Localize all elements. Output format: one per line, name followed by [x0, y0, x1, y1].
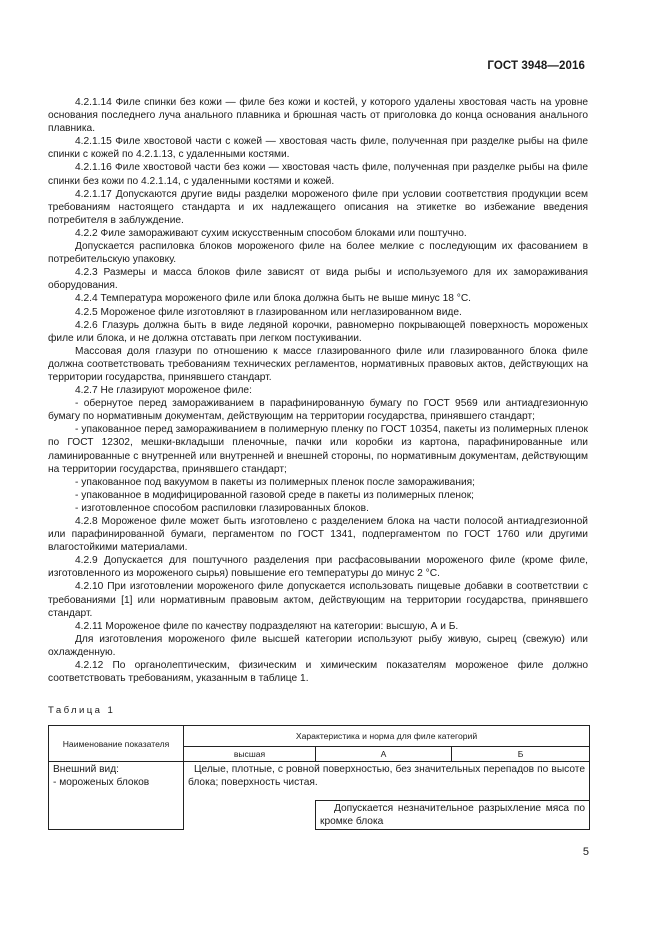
all-categories-cell — [184, 762, 590, 801]
list-item: - изготовленное способом распиловки глазированных блоков. — [75, 502, 369, 514]
table-caption: Таблица 1 — [48, 705, 116, 716]
list-item: - упакованное перед замораживанием в полимерную пленку по ГОСТ 10354, пакеты из полимерных пленок по ГОСТ 12302, мешки-вкладыши пленочные, пачки или коробки из картона, парафинированные или ламинированные с внутренней или внутренней и внешней стороны, по нормативным документам, действующим на территории государства, принявшего стандарт; — [48, 424, 588, 475]
paragraph: 4.2.3 Размеры и масса блоков филе зависят от вида рыбы и используемого для их замораживания оборудования. — [48, 267, 588, 292]
paragraph: 4.2.4 Температура мороженого филе или блока должна быть не выше минус 18 °С. — [75, 293, 472, 305]
paragraph: Для изготовления мороженого филе высшей категории используют рыбу живую, сырец (свежую) или охлажденную. — [48, 633, 588, 658]
category-header-highest: высшая — [184, 747, 316, 762]
paragraph: Допускается распиловка блоков мороженого филе на более мелкие с последующим их фасованием в потребительскую упаковку. — [48, 241, 588, 266]
paragraph: 4.2.10 При изготовлении мороженого филе допускается использовать пищевые добавки в соответствии с требованиями [1] или нормативным правовым актом, действующим на территории государства, принявшего стандарт. — [48, 581, 588, 619]
all-categories-text: Целые, плотные, с ровной поверхностью, без значительных перепадов по высоте блока; поверхность чистая. — [188, 764, 586, 788]
indicator-name: Внешний вид: — [53, 764, 119, 775]
category-header-a: А — [316, 747, 452, 762]
indicator-subname: - мороженых блоков — [53, 776, 150, 788]
indicator-column-header: Наименование показателя — [49, 726, 184, 762]
paragraph: 4.2.8 Мороженое филе может быть изготовлено с разделением блока на части полосой антиадгезионной или парафинированной бумаги, пергаментом по ГОСТ 1341, подпергаментом по ГОСТ 1760 или другими влагостойкими материалами. — [48, 516, 588, 554]
paragraph: Массовая доля глазури по отношению к массе глазированного филе или глазированного блока филе должна соответствовать требованиям технических регламентов, нормативных правовых актов, действующих на территории государства, принявшего стандарт. — [48, 345, 588, 383]
ab-categories-text: Допускается незначительное разрыхление мяса по кромке блока — [320, 803, 586, 827]
list-item: - упакованное в модифицированной газовой среде в пакеты из полимерных пленок; — [75, 489, 475, 501]
highest-category-cell — [184, 801, 316, 830]
paragraph: 4.2.9 Допускается для поштучного разделения при расфасовывании мороженого филе (кроме филе, изготовленного из мороженого сырья) повышение его температуры до минус 2 °С. — [48, 555, 588, 580]
paragraph: 4.2.5 Мороженое филе изготовляют в глазированном или неглазированном виде. — [75, 306, 462, 318]
indicator-cell — [49, 762, 184, 801]
paragraph: 4.2.2 Филе замораживают сухим искусственным способом блоками или поштучно. — [75, 227, 467, 239]
paragraph: 4.2.11 Мороженое филе по качеству подразделяют на категории: высшую, А и Б. — [75, 620, 459, 632]
ab-categories-cell — [316, 801, 590, 830]
paragraph: 4.2.1.15 Филе хвостовой части с кожей — хвостовая часть филе, полученная при разделке рыбы на филе спинки с кожей по 4.2.1.13, с удаленными костями. — [48, 136, 588, 161]
indicator-cell-continued — [49, 801, 184, 830]
list-item: - упакованное под вакуумом в пакеты из полимерных пленок после замораживания; — [75, 476, 475, 488]
standard-header: ГОСТ 3948—2016 — [487, 60, 585, 72]
paragraph: 4.2.1.14 Филе спинки без кожи — филе без кожи и костей, у которого удалены хвостовая часть на уровне основания последнего луча анального плавника и брюшная часть от приголовка до конца основания анального плавника. — [48, 97, 588, 135]
paragraph: 4.2.12 По органолептическим, физическим и химическим показателям мороженое филе должно соответствовать требованиям, указанным в таблице 1. — [48, 660, 588, 685]
requirements-table — [48, 725, 590, 830]
paragraph: 4.2.1.17 Допускаются другие виды разделки мороженого филе при условии соответствия продукции всем требованиям настоящего стандарта и их надлежащего описания на этикетке во избежание введения потребителя в заблуждение. — [48, 188, 588, 226]
paragraph: 4.2.1.16 Филе хвостовой части без кожи — хвостовая часть филе, полученная при разделке рыбы на филе спинки без кожи по 4.2.1.14, с удаленными костями и кожей. — [48, 162, 588, 187]
list-item: - обернутое перед замораживанием в парафинированную бумагу по ГОСТ 9569 или антиадгезионную бумагу по нормативным документам, действующим на территории государства, принявшего стандарт; — [48, 398, 588, 423]
paragraph: 4.2.7 Не глазируют мороженое филе: — [75, 385, 252, 397]
table-row — [49, 801, 590, 830]
body-text — [48, 96, 588, 685]
category-header-b: Б — [452, 747, 590, 762]
table-row — [49, 762, 590, 801]
paragraph: 4.2.6 Глазурь должна быть в виде ледяной корочки, равномерно покрывающей поверхность мороженых филе или блока, и не должна отставать при легком постукивании. — [48, 319, 588, 344]
page-number: 5 — [582, 846, 589, 858]
category-group-header: Характеристика и норма для филе категорий — [184, 726, 590, 747]
